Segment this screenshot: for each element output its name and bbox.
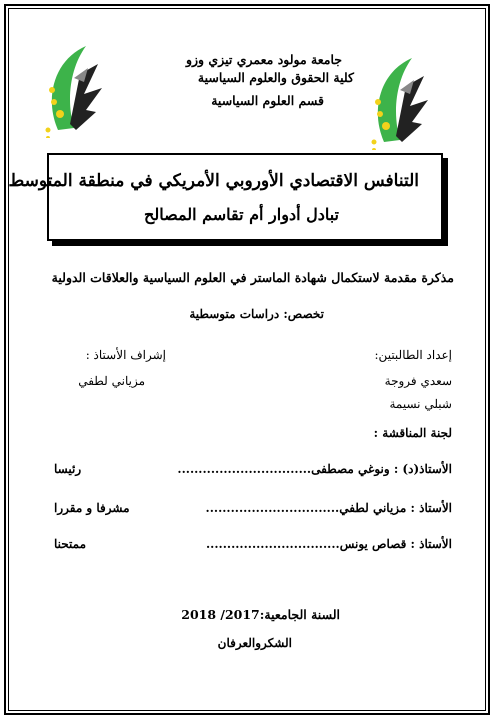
thesis-title: التنافس الاقتصادي الأوروبي الأمريكي في منطقة المتوسط <box>8 171 419 191</box>
title-box <box>8 153 443 241</box>
specialty: تخصص: دراسات متوسطية <box>189 307 324 321</box>
thesis-note: مذكرة مقدمة لاستكمال شهادة الماستر في العلوم السياسية والعلاقات الدولية <box>51 270 454 285</box>
university-logo-right <box>366 50 438 150</box>
students-label: إعداد الطالبتين: <box>374 348 452 362</box>
student-name: سعدي فروجة <box>384 374 452 388</box>
academic-year: السنة الجامعية:2017/ 2018 <box>181 607 340 622</box>
committee-role: مشرفا و مقررا <box>54 501 130 515</box>
thesis-subtitle: تبادل أدوار أم تقاسم المصالح <box>143 205 339 224</box>
committee-member: الأستاذ(د) : ونوغي مصطفى................................ <box>177 462 452 476</box>
department-name: قسم العلوم السياسية <box>211 93 324 108</box>
supervisor-name: مزياني لطفي <box>78 374 145 388</box>
committee-member: الأستاذ : مزياني لطفي................................ <box>205 501 452 515</box>
supervisor-label: إشراف الأستاذ : <box>85 348 166 362</box>
university-name: جامعة مولود معمري تيزي وزو <box>185 52 342 67</box>
thanks-heading: الشكروالعرفان <box>217 636 292 650</box>
faculty-name: كلية الحقوق والعلوم السياسية <box>197 70 354 85</box>
committee-role: رئيسا <box>54 462 82 476</box>
university-logo-left <box>40 38 112 138</box>
committee-label: لجنة المناقشة : <box>373 426 452 440</box>
student-name: شبلي نسيمة <box>389 397 452 411</box>
committee-role: ممتحنا <box>54 537 87 551</box>
committee-member: الأستاذ : قصاص يونس................................ <box>206 537 452 551</box>
